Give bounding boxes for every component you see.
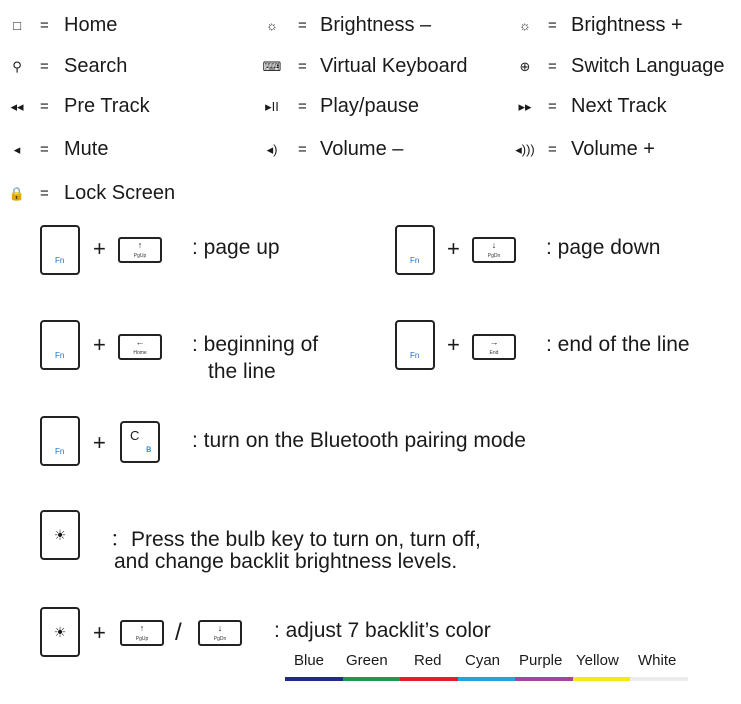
color-name-blue: Blue <box>294 652 325 669</box>
pgup-key-label: PgUp <box>133 253 147 259</box>
down-arrow-icon: ↓ <box>491 240 497 250</box>
legend-label: Pre Track <box>64 95 150 117</box>
fn-key <box>40 320 80 370</box>
plus-sign: + <box>447 332 460 357</box>
color-swatch-green <box>343 677 401 681</box>
pgdn-key <box>472 237 516 263</box>
legend-label: Home <box>64 14 118 36</box>
down-arrow-icon: ↓ <box>217 623 223 633</box>
legend-label: Volume – <box>320 138 404 160</box>
color-name-cyan: Cyan <box>465 652 501 669</box>
color-swatch-yellow <box>573 677 631 681</box>
color-swatch-purple <box>515 677 573 681</box>
equals-sign: = <box>298 98 307 115</box>
brightness-up-icon: ☼ <box>519 18 531 33</box>
color-name-yellow: Yellow <box>576 652 619 669</box>
color-name-green: Green <box>346 652 388 669</box>
next-track-icon: ▸▸ <box>518 99 532 114</box>
equals-sign: = <box>548 17 557 34</box>
up-arrow-icon: ↑ <box>139 623 145 633</box>
pgdn-key-label: PgDn <box>213 636 227 642</box>
volume-up-icon: ◂))) <box>515 142 535 157</box>
legend-label: Brightness – <box>320 14 432 36</box>
fn-key-label: Fn <box>55 447 65 456</box>
bulb-key <box>40 607 80 657</box>
pgdn-key <box>198 620 242 646</box>
color-name-white: White <box>638 652 677 669</box>
bulb-key <box>40 510 80 560</box>
bulb-description-2: and change backlit brightness levels. <box>114 550 458 573</box>
fn-key-label: Fn <box>410 351 420 360</box>
legend-label: Play/pause <box>320 95 419 117</box>
previous-track-icon: ◂◂ <box>10 99 24 114</box>
color-name-purple: Purple <box>519 652 563 669</box>
end-key <box>472 334 516 360</box>
home-key <box>118 334 162 360</box>
brightness-down-icon: ☼ <box>266 18 278 33</box>
adjust-color-description: : adjust 7 backlit’s color <box>274 619 491 642</box>
c-key-label: C <box>130 428 140 443</box>
legend-label: Next Track <box>571 95 667 117</box>
volume-down-icon: ◂) <box>266 142 278 157</box>
fn-key <box>395 320 435 370</box>
color-swatch-blue <box>285 677 343 681</box>
color-swatch-cyan <box>458 677 516 681</box>
play-pause-icon: ▸II <box>265 99 279 114</box>
plus-sign: + <box>447 236 460 261</box>
right-arrow-icon: → <box>489 337 499 347</box>
page-down-description: : page down <box>546 236 661 259</box>
color-name-red: Red <box>414 652 442 669</box>
color-swatch-red <box>400 677 458 681</box>
bulb-icon: ☀ <box>53 527 67 543</box>
equals-sign: = <box>548 141 557 158</box>
bulb-description-1: ：Press the bulb key to turn on, turn off, <box>110 528 481 551</box>
pgdn-key-label: PgDn <box>487 253 501 259</box>
equals-sign: = <box>40 141 49 158</box>
fn-key <box>40 416 80 466</box>
pgup-key-label: PgUp <box>135 636 149 642</box>
c-bluetooth-key <box>120 421 160 463</box>
legend-label: Mute <box>64 138 109 160</box>
equals-sign: = <box>40 58 49 75</box>
pgup-key <box>118 237 162 263</box>
fn-key-label: Fn <box>55 351 65 360</box>
equals-sign: = <box>298 58 307 75</box>
bluetooth-icon: ʙ <box>146 444 152 455</box>
equals-sign: = <box>40 185 49 202</box>
equals-sign: = <box>548 58 557 75</box>
lock-icon: 🔒 <box>8 186 26 201</box>
beginning-of-line-description-2: the line <box>208 360 276 383</box>
equals-sign: = <box>298 17 307 34</box>
left-arrow-icon: ← <box>135 337 145 347</box>
pgup-key <box>120 620 164 646</box>
legend-label: Brightness + <box>571 14 683 36</box>
end-key-label: End <box>489 350 499 356</box>
legend-label: Volume + <box>571 138 655 160</box>
equals-sign: = <box>40 17 49 34</box>
equals-sign: = <box>298 141 307 158</box>
fn-key-label: Fn <box>55 256 65 265</box>
keyboard-icon: ⌨ <box>262 59 282 74</box>
up-arrow-icon: ↑ <box>137 240 143 250</box>
color-swatch-white <box>630 677 688 681</box>
fn-key <box>40 225 80 275</box>
bulb-icon: ☀ <box>53 624 67 640</box>
plus-sign: + <box>93 430 106 455</box>
search-icon: ⚲ <box>12 59 22 74</box>
globe-icon: ⊕ <box>519 59 531 74</box>
plus-sign: + <box>93 620 106 645</box>
equals-sign: = <box>40 98 49 115</box>
slash-separator: / <box>175 619 182 646</box>
legend-label: Lock Screen <box>64 182 176 204</box>
bluetooth-description: : turn on the Bluetooth pairing mode <box>192 429 526 452</box>
mute-icon: ◂ <box>13 142 21 157</box>
legend-label: Virtual Keyboard <box>320 55 468 77</box>
fn-key-label: Fn <box>410 256 420 265</box>
home-key-label: Home <box>133 350 147 356</box>
equals-sign: = <box>548 98 557 115</box>
legend-label: Switch Language <box>571 55 725 77</box>
beginning-of-line-description: : beginning of <box>192 333 319 356</box>
fn-key <box>395 225 435 275</box>
home-icon: □ <box>13 18 21 33</box>
end-of-line-description: : end of the line <box>546 333 690 356</box>
legend-label: Search <box>64 55 128 77</box>
plus-sign: + <box>93 236 106 261</box>
page-up-description: : page up <box>192 236 280 259</box>
plus-sign: + <box>93 332 106 357</box>
